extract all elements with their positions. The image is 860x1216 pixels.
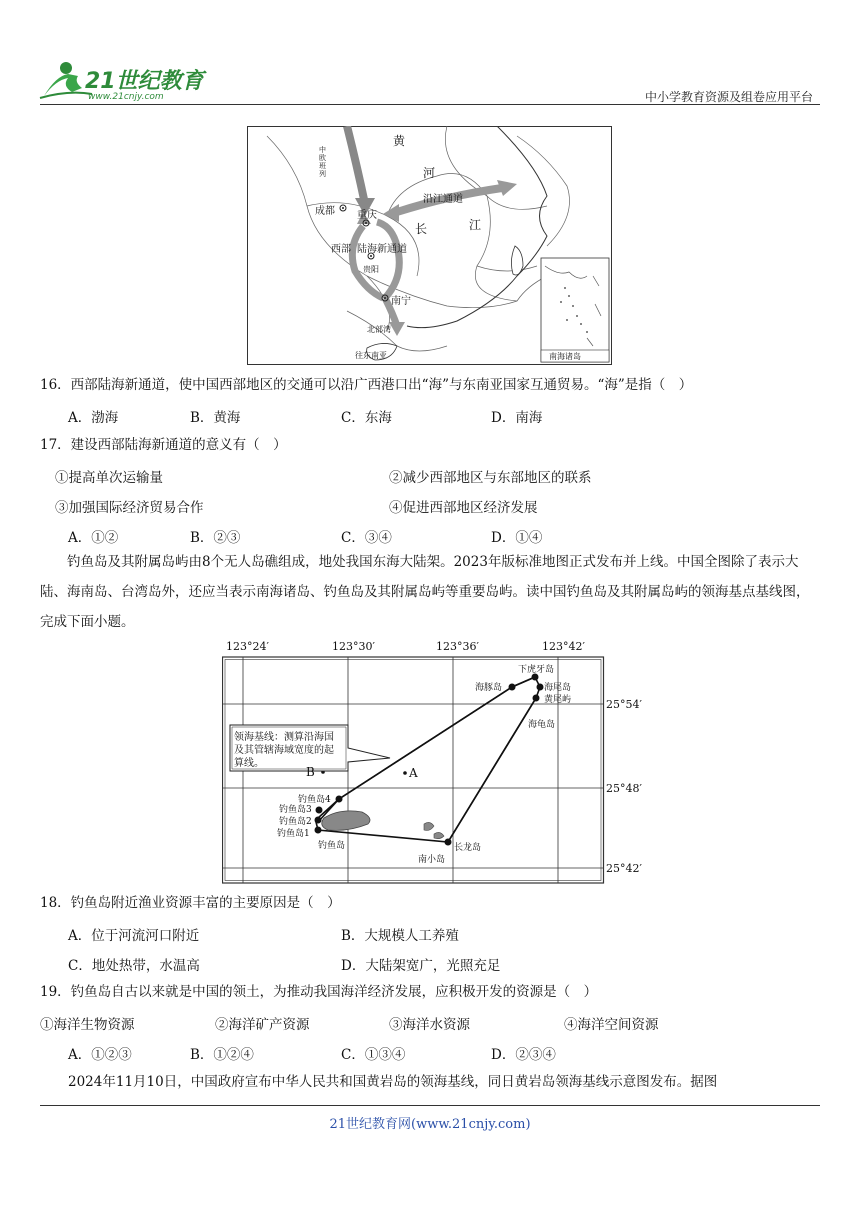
q17-item-1: ①提高单次运输量 <box>55 470 163 486</box>
q17-option-a[interactable]: A．①② <box>68 530 119 546</box>
lat-label-3: 25°42′ <box>606 862 642 875</box>
island-haiwei: 海尾岛 <box>544 683 572 693</box>
q19-item-1: ①海洋生物资源 <box>40 1017 135 1033</box>
label-chongqing: 重庆 <box>357 210 377 221</box>
q16-option-b[interactable]: B．黄海 <box>190 410 241 426</box>
logo-url: www.21cnjy.com <box>88 92 164 102</box>
label-zhongou: 中欧班列 <box>319 146 326 178</box>
map-western-land-sea-corridor <box>247 126 612 365</box>
island-dyd1: 钓鱼岛1 <box>277 829 310 839</box>
label-xibu: 西部 <box>331 244 351 255</box>
q16-option-a[interactable]: A．渤海 <box>68 410 119 426</box>
island-dyd4: 钓鱼岛4 <box>298 795 331 805</box>
q17-item-2: ②减少西部地区与东部地区的联系 <box>389 470 592 486</box>
island-nanxiao: 南小岛 <box>418 855 446 865</box>
footer-link[interactable]: 21世纪教育网(www.21cnjy.com) <box>329 1117 531 1132</box>
footer-divider <box>40 1105 820 1106</box>
q18-stem: 18．钓鱼岛附近渔业资源丰富的主要原因是（ ） <box>40 895 341 911</box>
label-huang: 黄 <box>393 134 406 148</box>
logo-title: 21世纪教育 <box>85 69 204 94</box>
q17-stem: 17．建设西部陆海新通道的意义有（ ） <box>40 437 287 453</box>
label-chang: 长 <box>415 222 428 236</box>
callout-line-2: 及其管辖海域宽度的起 <box>234 745 334 756</box>
q16-option-d[interactable]: D．南海 <box>491 410 543 426</box>
q18-option-d[interactable]: D．大陆架宽广，光照充足 <box>341 958 501 974</box>
q17-option-b[interactable]: B．②③ <box>190 530 241 546</box>
q17-item-3: ③加强国际经济贸易合作 <box>55 500 204 516</box>
q16-option-c[interactable]: C．东海 <box>341 410 392 426</box>
island-dyd2: 钓鱼岛2 <box>279 817 312 827</box>
huangyan-intro: 2024年11月10日，中国政府宣布中华人民共和国黄岩岛的领海基线，同日黄岩岛领海基线示意图发布。据图 <box>68 1074 718 1090</box>
island-changlong: 长龙岛 <box>454 843 482 853</box>
platform-name: 中小学教育资源及组卷应用平台 <box>644 90 813 104</box>
lon-label-2: 123°30′ <box>332 640 375 653</box>
island-diaoyu: 钓鱼岛 <box>318 841 346 851</box>
q17-option-c[interactable]: C．③④ <box>341 530 392 546</box>
lat-label-2: 25°48′ <box>606 782 642 795</box>
q17-item-4: ④促进西部地区经济发展 <box>389 500 538 516</box>
label-jiang: 江 <box>469 218 482 232</box>
lon-label-1: 123°24′ <box>226 640 269 653</box>
lon-label-3: 123°36′ <box>436 640 479 653</box>
label-yanjiang: 沿江通道 <box>423 194 463 205</box>
lon-label-4: 123°42′ <box>542 640 585 653</box>
q18-option-b[interactable]: B．大规模人工养殖 <box>341 928 459 944</box>
label-nanning: 南宁 <box>391 296 411 307</box>
point-a-label: A <box>409 766 418 780</box>
island-xiahuya: 下虎牙岛 <box>518 665 555 675</box>
q19-item-3: ③海洋水资源 <box>389 1017 470 1033</box>
q19-option-d[interactable]: D．②③④ <box>491 1047 556 1063</box>
label-chengdu: 成都 <box>315 206 335 217</box>
island-haigui: 海龟岛 <box>528 720 556 730</box>
island-dyd3: 钓鱼岛3 <box>279 805 312 815</box>
q16-stem: 16．西部陆海新通道，使中国西部地区的交通可以沿广西港口出“海”与东南亚国家互通贸易。“海”是指（ ） <box>40 377 693 393</box>
q17-option-d[interactable]: D．①④ <box>491 530 543 546</box>
header-divider <box>40 104 820 105</box>
label-beibuwan: 北部湾 <box>367 325 391 334</box>
q19-stem: 19．钓鱼岛自古以来就是中国的领土，为推动我国海洋经济发展，应积极开发的资源是（ ） <box>40 984 598 1000</box>
q19-item-4: ④海洋空间资源 <box>564 1017 659 1033</box>
label-he: 河 <box>423 166 436 180</box>
q19-option-c[interactable]: C．①③④ <box>341 1047 406 1063</box>
island-haitun: 海豚岛 <box>475 683 503 693</box>
q19-option-a[interactable]: A．①②③ <box>68 1047 132 1063</box>
q18-option-c[interactable]: C．地处热带，水温高 <box>68 958 200 974</box>
label-luhai: 陆海新通道 <box>357 244 407 255</box>
point-b-label: B <box>306 765 315 779</box>
map-diaoyu-baseline <box>222 640 642 884</box>
diaoyu-intro: 钓鱼岛及其附属岛屿由8个无人岛礁组成，地处我国东海大陆架。2023年版标准地图正式发布并上线。中国全图除了表示大陆、海南岛、台湾岛外，还应当表示南海诸岛、钓鱼岛及其附属岛屿等重要岛屿。读中国钓鱼岛及其附属岛屿的领海基点基线图，完成下面小题。 <box>40 554 810 630</box>
callout-line-1: 领海基线：测算沿海国 <box>234 732 334 743</box>
lat-label-1: 25°54′ <box>606 698 642 711</box>
q19-item-2: ②海洋矿产资源 <box>215 1017 310 1033</box>
q19-option-b[interactable]: B．①②④ <box>190 1047 254 1063</box>
island-huangwei: 黄尾屿 <box>544 695 572 705</box>
callout-line-3: 算线。 <box>234 758 264 769</box>
label-dongnanya: 往东南亚 <box>355 351 387 360</box>
label-guiyang: 贵阳 <box>363 265 379 274</box>
q18-option-a[interactable]: A．位于河流河口附近 <box>68 928 200 944</box>
label-nanhai: 南海诸岛 <box>549 352 581 361</box>
